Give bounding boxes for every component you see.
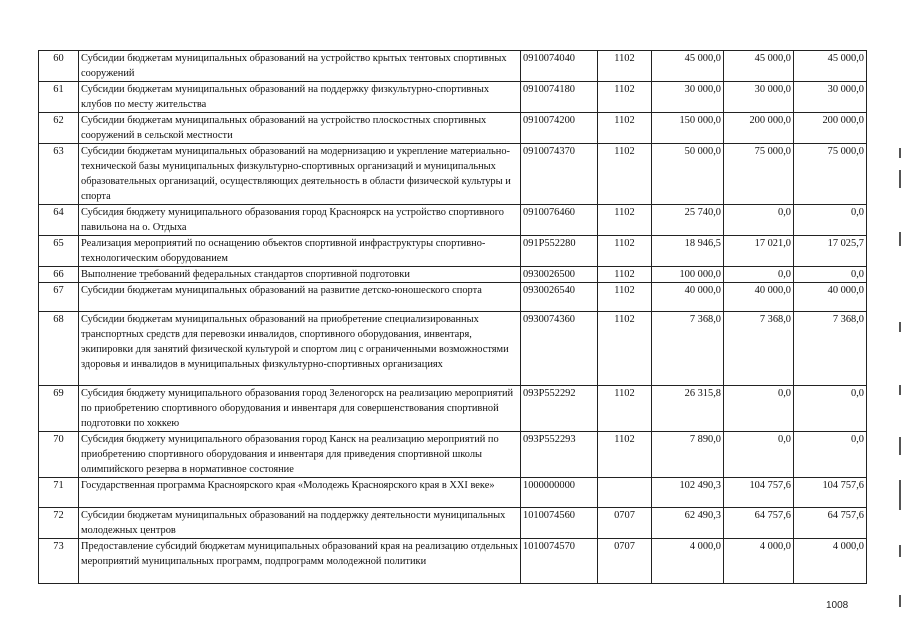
table-row xyxy=(39,205,867,236)
row-number: 72 xyxy=(39,508,79,539)
page-number: 1008 xyxy=(826,600,849,611)
margin-mark xyxy=(899,545,901,557)
table-row xyxy=(39,312,867,386)
amount-year-1: 150 000,0 xyxy=(652,113,724,144)
row-number: 69 xyxy=(39,386,79,432)
row-number: 68 xyxy=(39,312,79,386)
amount-year-3: 0,0 xyxy=(794,267,867,283)
margin-mark xyxy=(899,437,901,455)
table-row xyxy=(39,478,867,508)
amount-year-3: 30 000,0 xyxy=(794,82,867,113)
target-article-code: 1010074560 xyxy=(521,508,598,539)
amount-year-3: 0,0 xyxy=(794,386,867,432)
expense-name: Субсидии бюджетам муниципальных образований на поддержку физкультурно-спортивных клубов по месту жительства xyxy=(79,82,521,113)
amount-year-3: 200 000,0 xyxy=(794,113,867,144)
row-number: 73 xyxy=(39,539,79,584)
target-article-code: 1000000000 xyxy=(521,478,598,508)
table-row xyxy=(39,144,867,205)
table-row xyxy=(39,283,867,312)
table-row xyxy=(39,432,867,478)
section-code: 1102 xyxy=(598,312,652,386)
expense-name: Субсидия бюджету муниципального образования город Зеленогорск на реализацию мероприятий по приобретению спортивного оборудования и инвентаря для совершенствования спортивной подготовки по хоккею xyxy=(79,386,521,432)
amount-year-2: 104 757,6 xyxy=(724,478,794,508)
expense-name: Выполнение требований федеральных стандартов спортивной подготовки xyxy=(79,267,521,283)
expense-name: Государственная программа Красноярского края «Молодежь Красноярского края в XXI веке» xyxy=(79,478,521,508)
margin-mark xyxy=(899,170,901,188)
section-code: 1102 xyxy=(598,82,652,113)
margin-mark xyxy=(899,148,901,158)
target-article-code: 0910074370 xyxy=(521,144,598,205)
amount-year-2: 40 000,0 xyxy=(724,283,794,312)
amount-year-2: 0,0 xyxy=(724,432,794,478)
amount-year-3: 4 000,0 xyxy=(794,539,867,584)
amount-year-1: 50 000,0 xyxy=(652,144,724,205)
amount-year-3: 0,0 xyxy=(794,205,867,236)
target-article-code: 091P552280 xyxy=(521,236,598,267)
section-code: 0707 xyxy=(598,539,652,584)
amount-year-1: 40 000,0 xyxy=(652,283,724,312)
amount-year-1: 30 000,0 xyxy=(652,82,724,113)
table-row xyxy=(39,236,867,267)
target-article-code: 0910074040 xyxy=(521,51,598,82)
row-number: 64 xyxy=(39,205,79,236)
section-code: 1102 xyxy=(598,386,652,432)
section-code: 1102 xyxy=(598,144,652,205)
expense-name: Субсидии бюджетам муниципальных образований на приобретение специализированных транспортных средств для перевозки инвалидов, спортивного оборудования, инвентаря, экипировки для занятий физической культурой и спортом лиц с ограниченными возможностями здоровья и инвалидов в муниципальных физкультурно-спортивных организациях xyxy=(79,312,521,386)
amount-year-1: 18 946,5 xyxy=(652,236,724,267)
amount-year-2: 30 000,0 xyxy=(724,82,794,113)
amount-year-3: 45 000,0 xyxy=(794,51,867,82)
row-number: 66 xyxy=(39,267,79,283)
section-code: 1102 xyxy=(598,283,652,312)
margin-mark xyxy=(899,480,901,510)
margin-mark xyxy=(899,595,901,607)
expense-name: Реализация мероприятий по оснащению объектов спортивной инфраструктуры спортивно-технологическим оборудованием xyxy=(79,236,521,267)
section-code xyxy=(598,478,652,508)
target-article-code: 0930026540 xyxy=(521,283,598,312)
table-row xyxy=(39,113,867,144)
expense-name: Субсидия бюджету муниципального образования город Канск на реализацию мероприятий по приобретению спортивного оборудования и инвентаря для приведения спортивной школы олимпийского резерва в нормативное состояние xyxy=(79,432,521,478)
amount-year-3: 17 025,7 xyxy=(794,236,867,267)
amount-year-1: 7 368,0 xyxy=(652,312,724,386)
amount-year-2: 75 000,0 xyxy=(724,144,794,205)
row-number: 71 xyxy=(39,478,79,508)
amount-year-3: 75 000,0 xyxy=(794,144,867,205)
amount-year-2: 64 757,6 xyxy=(724,508,794,539)
margin-mark xyxy=(899,322,901,332)
section-code: 1102 xyxy=(598,236,652,267)
amount-year-2: 0,0 xyxy=(724,386,794,432)
row-number: 63 xyxy=(39,144,79,205)
amount-year-3: 64 757,6 xyxy=(794,508,867,539)
target-article-code: 0930026500 xyxy=(521,267,598,283)
target-article-code: 093P552293 xyxy=(521,432,598,478)
amount-year-3: 40 000,0 xyxy=(794,283,867,312)
amount-year-3: 7 368,0 xyxy=(794,312,867,386)
expense-name: Субсидии бюджетам муниципальных образований на устройство крытых тентовых спортивных сооружений xyxy=(79,51,521,82)
section-code: 0707 xyxy=(598,508,652,539)
target-article-code: 0910076460 xyxy=(521,205,598,236)
table-body xyxy=(39,51,867,584)
row-number: 65 xyxy=(39,236,79,267)
table-row xyxy=(39,539,867,584)
table-row xyxy=(39,51,867,82)
table-row xyxy=(39,508,867,539)
target-article-code: 093P552292 xyxy=(521,386,598,432)
amount-year-2: 17 021,0 xyxy=(724,236,794,267)
section-code: 1102 xyxy=(598,113,652,144)
amount-year-2: 7 368,0 xyxy=(724,312,794,386)
amount-year-1: 7 890,0 xyxy=(652,432,724,478)
expense-name: Предоставление субсидий бюджетам муниципальных образований края на реализацию отдельных мероприятий муниципальных программ, подпрограмм молодежной политики xyxy=(79,539,521,584)
table-row xyxy=(39,267,867,283)
amount-year-1: 25 740,0 xyxy=(652,205,724,236)
amount-year-1: 100 000,0 xyxy=(652,267,724,283)
expense-name: Субсидия бюджету муниципального образования город Красноярск на устройство спортивного павильона на о. Отдыха xyxy=(79,205,521,236)
row-number: 60 xyxy=(39,51,79,82)
row-number: 70 xyxy=(39,432,79,478)
amount-year-1: 102 490,3 xyxy=(652,478,724,508)
amount-year-1: 45 000,0 xyxy=(652,51,724,82)
expense-name: Субсидии бюджетам муниципальных образований на развитие детско-юношеского спорта xyxy=(79,283,521,312)
expense-name: Субсидии бюджетам муниципальных образований на поддержку деятельности муниципальных молодежных центров xyxy=(79,508,521,539)
amount-year-2: 4 000,0 xyxy=(724,539,794,584)
target-article-code: 1010074570 xyxy=(521,539,598,584)
budget-table xyxy=(38,50,867,584)
margin-mark xyxy=(899,385,901,395)
table-row xyxy=(39,82,867,113)
section-code: 1102 xyxy=(598,51,652,82)
section-code: 1102 xyxy=(598,267,652,283)
expense-name: Субсидии бюджетам муниципальных образований на модернизацию и укрепление материально-технической базы муниципальных физкультурно-спортивных организаций и муниципальных образовательных организаций, осуществляющих деятельность в области физической культуры и спорта xyxy=(79,144,521,205)
section-code: 1102 xyxy=(598,432,652,478)
row-number: 61 xyxy=(39,82,79,113)
amount-year-2: 200 000,0 xyxy=(724,113,794,144)
amount-year-1: 4 000,0 xyxy=(652,539,724,584)
amount-year-1: 62 490,3 xyxy=(652,508,724,539)
expense-name: Субсидии бюджетам муниципальных образований на устройство плоскостных спортивных сооружений в сельской местности xyxy=(79,113,521,144)
section-code: 1102 xyxy=(598,205,652,236)
row-number: 67 xyxy=(39,283,79,312)
amount-year-2: 0,0 xyxy=(724,267,794,283)
target-article-code: 0910074200 xyxy=(521,113,598,144)
target-article-code: 0910074180 xyxy=(521,82,598,113)
amount-year-2: 45 000,0 xyxy=(724,51,794,82)
amount-year-3: 104 757,6 xyxy=(794,478,867,508)
margin-mark xyxy=(899,232,901,246)
target-article-code: 0930074360 xyxy=(521,312,598,386)
amount-year-2: 0,0 xyxy=(724,205,794,236)
amount-year-1: 26 315,8 xyxy=(652,386,724,432)
amount-year-3: 0,0 xyxy=(794,432,867,478)
table-row xyxy=(39,386,867,432)
row-number: 62 xyxy=(39,113,79,144)
